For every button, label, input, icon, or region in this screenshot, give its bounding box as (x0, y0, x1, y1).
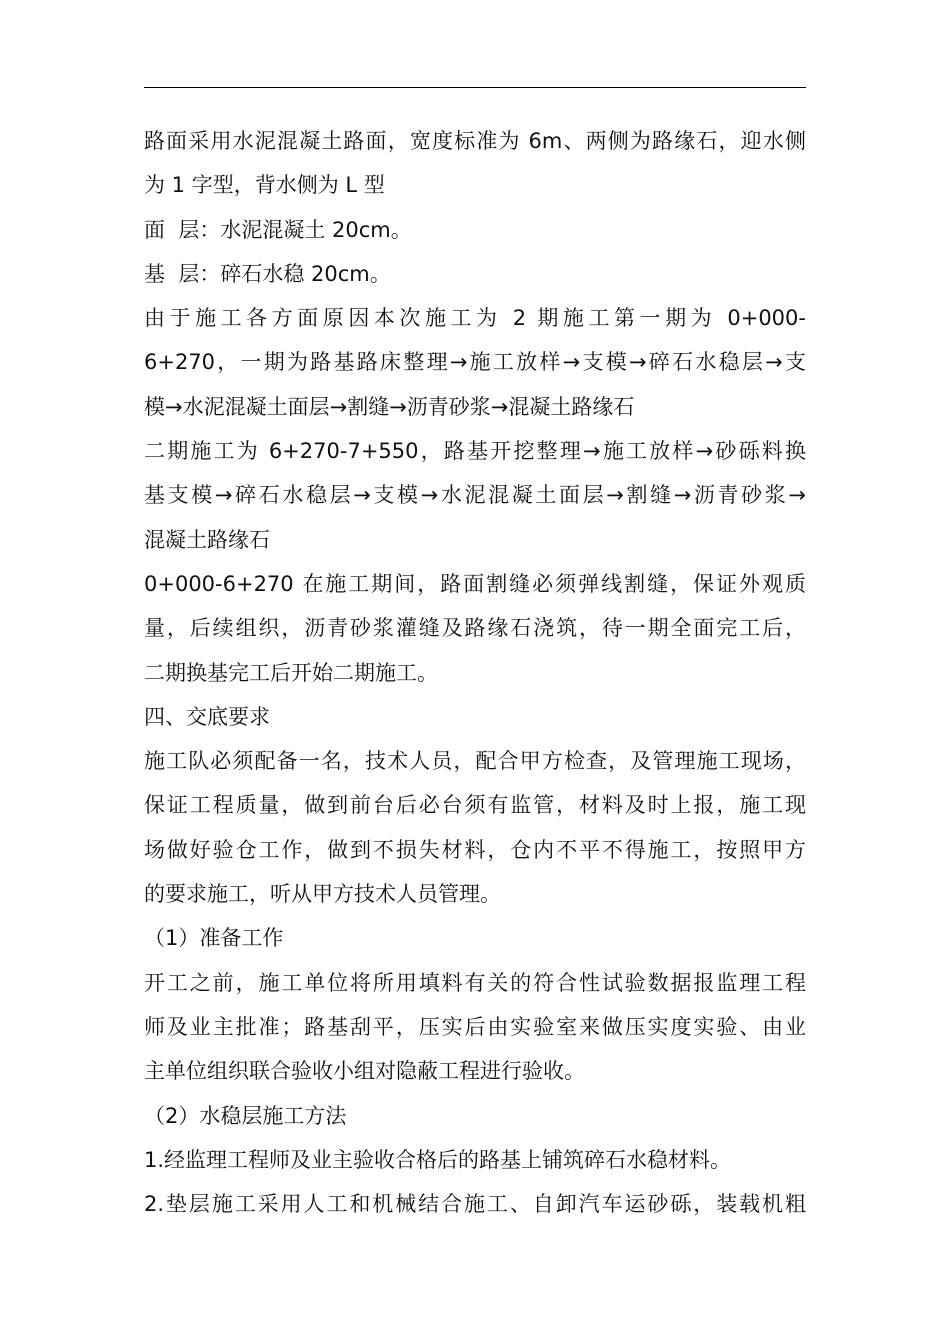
text-line: 由于施工各方面原因本次施工为 2 期施工第一期为 0+000- (144, 306, 806, 331)
text-line: 二期换基完工后开始二期施工。 (144, 660, 438, 685)
header-rule (144, 87, 806, 88)
section-heading: 四、交底要求 (144, 704, 270, 729)
text-line: 路面采用水泥混凝土路面，宽度标准为 6m、两侧为路缘石，迎水侧 (144, 129, 806, 153)
document-body (144, 119, 814, 1226)
text-line: 师及业主批准；路基刮平，压实后由实验室来做压实度实验、由业 (144, 1014, 806, 1039)
text-line: 模→水泥混凝土面层→割缝→沥青砂浆→混凝土路缘石 (144, 394, 635, 419)
text-line: 混凝土路缘石 (144, 527, 270, 552)
text-line: 场做好验仓工作，做到不损失材料，仓内不平不得施工，按照甲方 (144, 837, 806, 862)
text-line: 的要求施工，听从甲方技术人员管理。 (144, 882, 501, 907)
text-line: 6+270，一期为路基路床整理→施工放样→支模→碎石水稳层→支 (144, 350, 806, 375)
text-line: 1.经监理工程师及业主验收合格后的路基上铺筑碎石水稳材料。 (144, 1147, 732, 1172)
text-line: 施工队必须配备一名，技术人员，配合甲方检查，及管理施工现场， (144, 749, 806, 774)
text-line: 2.垫层施工采用人工和机械结合施工、自卸汽车运砂砾，装载机粗 (144, 1192, 806, 1217)
text-line: 二期施工为 6+270-7+550，路基开挖整理→施工放样→砂砾料换 (144, 439, 806, 464)
text-line: 为 1 字型，背水侧为 L 型 (144, 173, 385, 198)
text-line: 基支模→碎石水稳层→支模→水泥混凝土面层→割缝→沥青砂浆→ (144, 483, 806, 508)
text-line: 开工之前，施工单位将所用填料有关的符合性试验数据报监理工程 (144, 970, 806, 995)
text-line: 量，后续组织，沥青砂浆灌缝及路缘石浇筑，待一期全面完工后， (144, 616, 806, 641)
text-line: 0+000-6+270 在施工期间，路面割缝必须弹线割缝，保证外观质 (144, 571, 806, 596)
subsection-heading: （1）准备工作 (144, 926, 284, 951)
text-line: 基 层：碎石水稳 20cm。 (144, 261, 391, 286)
subsection-heading: （2）水稳层施工方法 (144, 1103, 347, 1128)
text-line: 面 层：水泥混凝土 20cm。 (144, 217, 412, 242)
text-line: 主单位组织联合验收小组对隐蔽工程进行验收。 (144, 1059, 585, 1084)
text-line: 保证工程质量，做到前台后必台须有监管，材料及时上报，施工现 (144, 793, 806, 818)
